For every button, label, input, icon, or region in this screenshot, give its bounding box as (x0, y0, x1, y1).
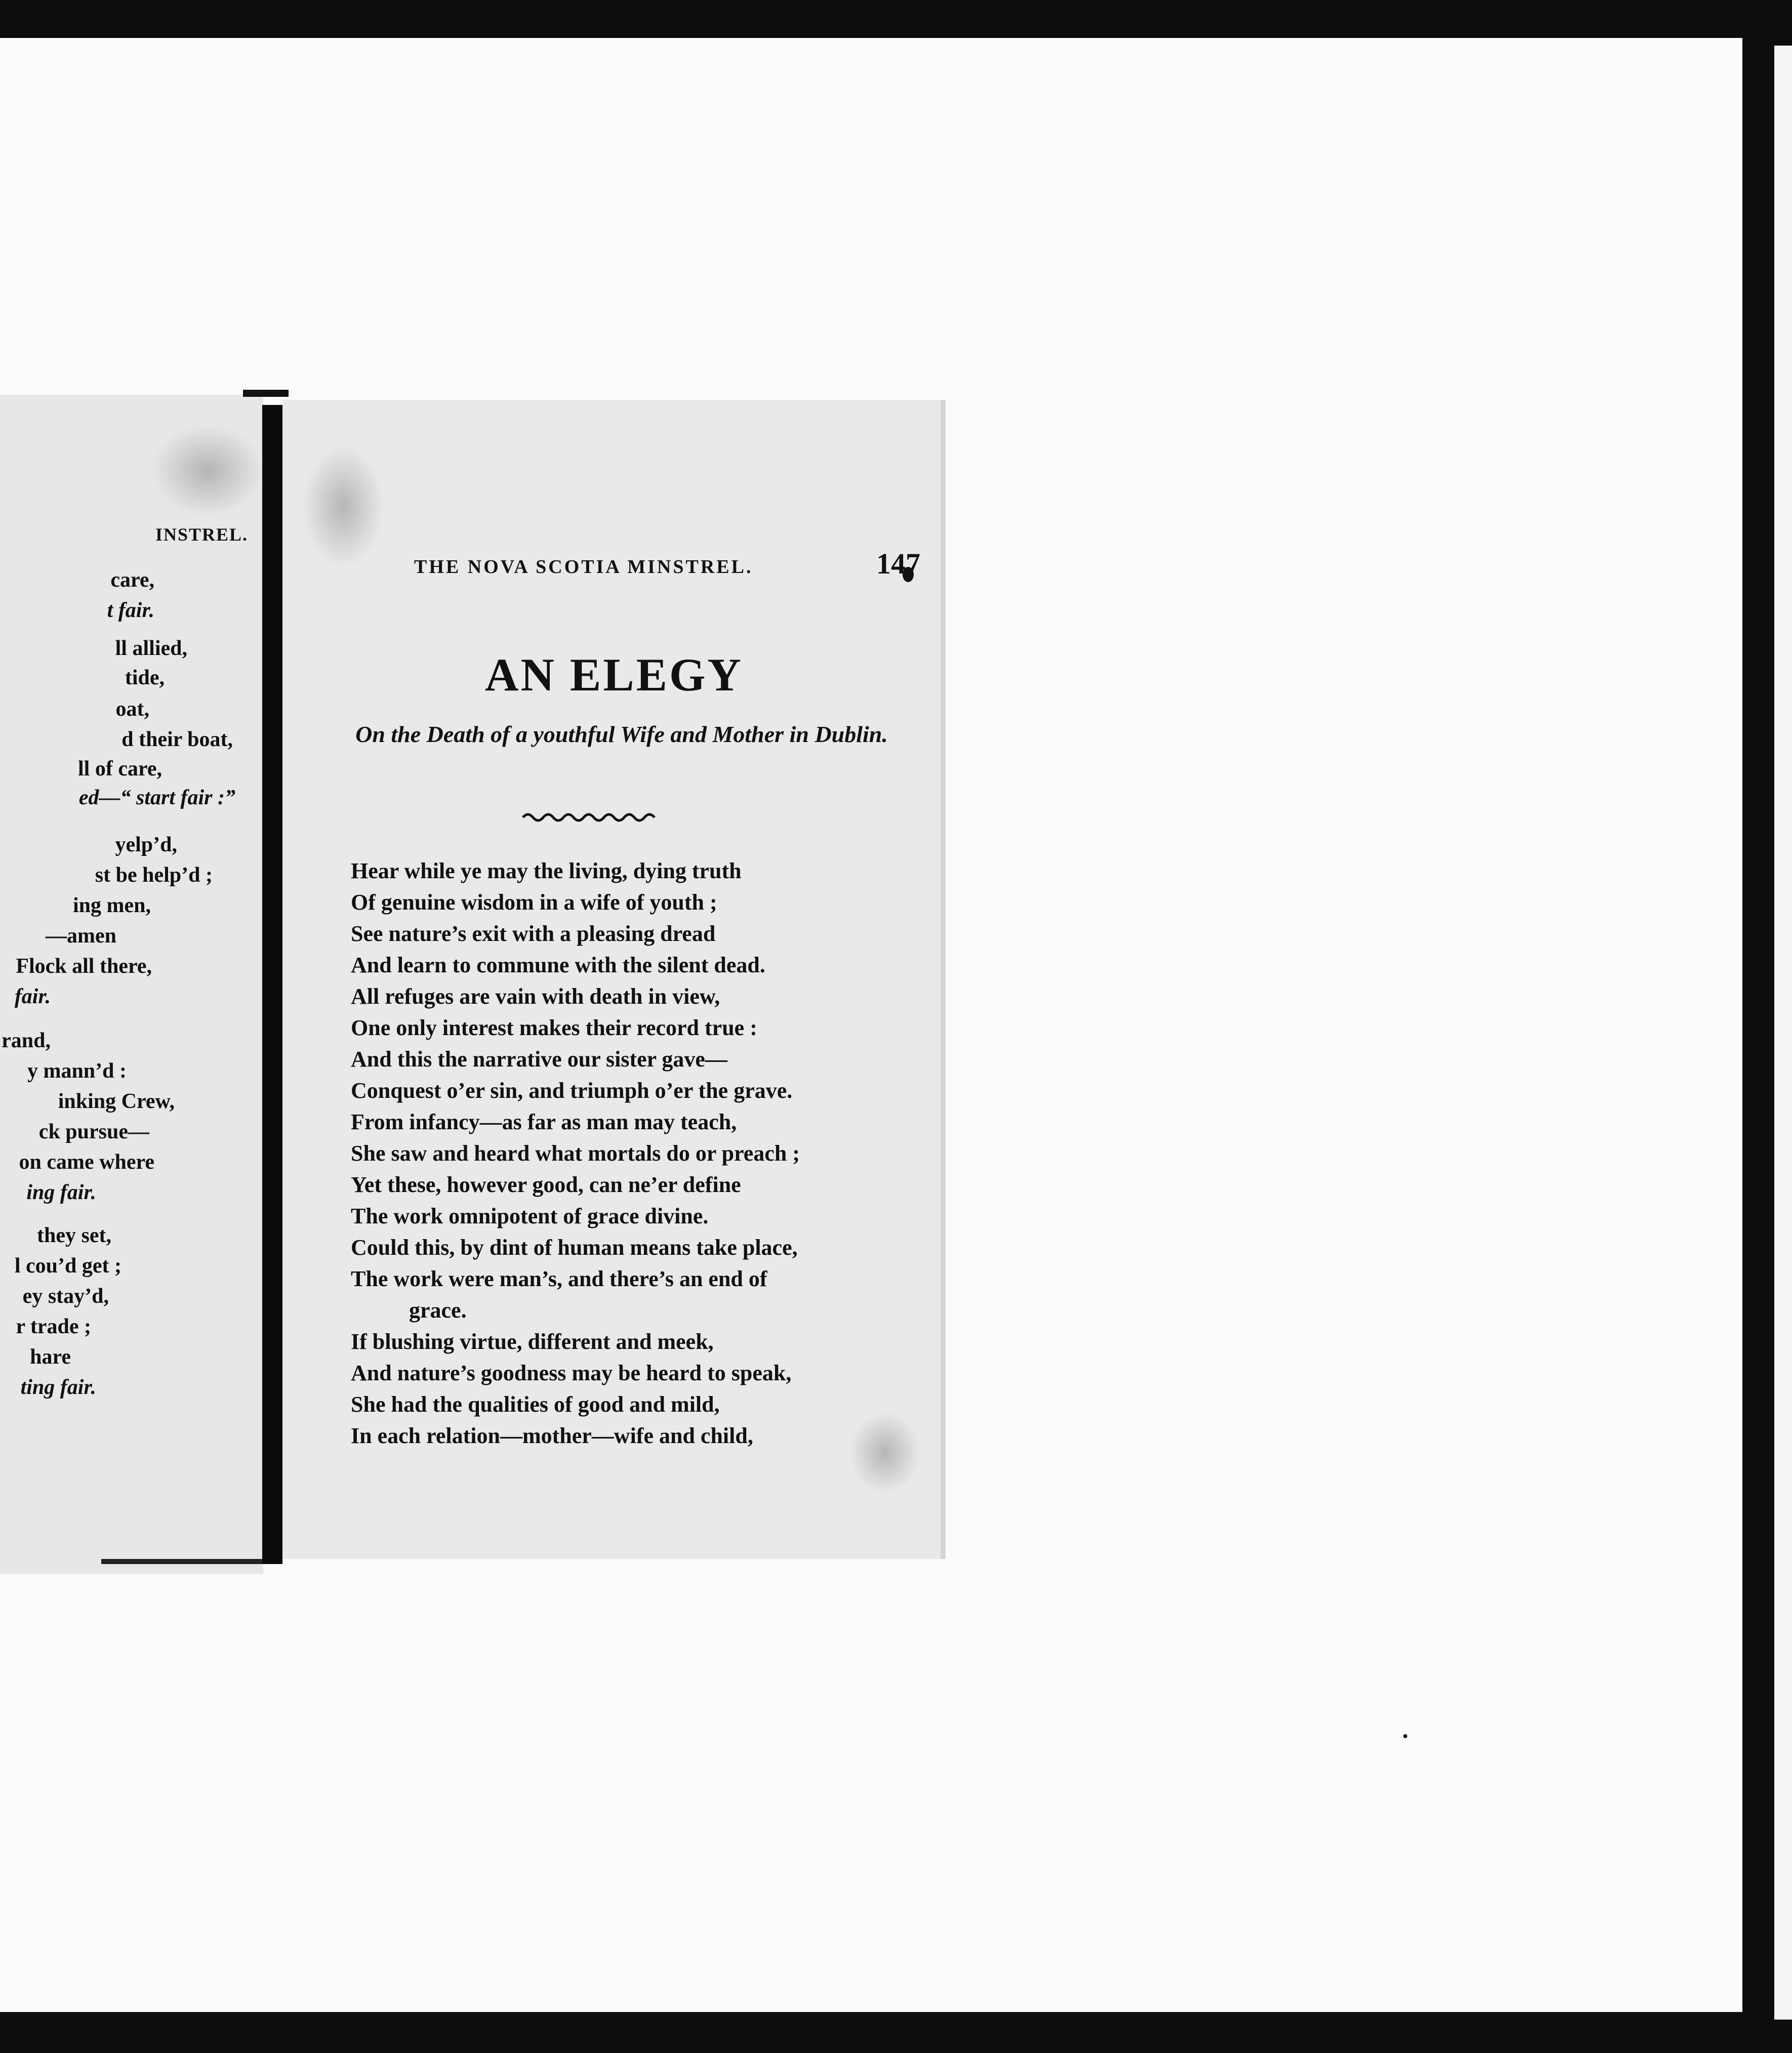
right-page (282, 400, 946, 1559)
page-number: 147 (876, 547, 920, 580)
left-line: they set, (37, 1224, 111, 1247)
poem-line: From infancy—as far as man may teach, (351, 1110, 737, 1134)
left-line: r trade ; (16, 1315, 91, 1338)
left-line: st be help’d ; (95, 864, 213, 887)
left-line: y mann’d : (27, 1059, 127, 1083)
poem-line: If blushing virtue, different and meek, (351, 1329, 714, 1354)
poem-line: Yet these, however good, can ne’er define (351, 1172, 741, 1197)
left-line: rand, (2, 1029, 51, 1052)
poem-line: She saw and heard what mortals do or preach ; (351, 1141, 800, 1166)
poem-title: AN ELEGY (485, 649, 743, 701)
left-line: on came where (19, 1151, 154, 1174)
left-line: yelp’d, (115, 833, 177, 856)
left-line: t fair. (107, 599, 154, 622)
poem-line: And nature’s goodness may be heard to speak, (351, 1361, 792, 1385)
left-line: oat, (115, 697, 149, 721)
left-line: ed—“ start fair :” (78, 786, 235, 809)
left-line: Flock all there, (16, 955, 152, 978)
page-stain (303, 445, 384, 567)
left-line: tide, (125, 666, 165, 689)
poem-line: She had the qualities of good and mild, (351, 1392, 720, 1417)
poem-body (351, 855, 913, 1452)
left-line: care, (110, 568, 154, 592)
poem-line: Of genuine wisdom in a wife of youth ; (351, 890, 717, 915)
running-head (414, 547, 920, 587)
poem-line: In each relation—mother—wife and child, (351, 1423, 753, 1448)
dust-speck (1403, 1734, 1407, 1738)
left-line: inking Crew, (58, 1090, 175, 1113)
left-page (0, 395, 263, 1574)
running-title: THE NOVA SCOTIA MINSTREL. (414, 556, 753, 578)
poem-line: The work omnipotent of grace divine. (351, 1204, 709, 1228)
left-line: ck pursue— (38, 1120, 149, 1143)
left-line: fair. (14, 985, 51, 1008)
left-line: ey stay’d, (22, 1285, 109, 1308)
left-line: l cou’d get ; (14, 1254, 121, 1278)
left-page-text (0, 395, 263, 1574)
page-edge-shadow (243, 390, 289, 397)
binding-gutter (262, 405, 282, 1564)
poem-line: All refuges are vain with death in view, (351, 984, 720, 1009)
poem-line: See nature’s exit with a pleasing dread (351, 921, 716, 946)
left-line: hare (30, 1345, 71, 1369)
left-line: —amen (46, 924, 116, 948)
poem-line: And this the narrative our sister gave— (351, 1047, 727, 1072)
poem-line: Could this, by dint of human means take place, (351, 1235, 798, 1260)
left-line: ll of care, (78, 757, 162, 781)
left-line: ll allied, (115, 637, 187, 660)
scan-edge-strip (1774, 46, 1792, 2020)
left-line: ing men, (72, 894, 151, 917)
left-running-head: INSTREL. (155, 524, 248, 545)
poem-subtitle: On the Death of a youthful Wife and Mother in Dublin. (355, 721, 888, 747)
poem-line: Conquest o’er sin, and triumph o’er the grave. (351, 1078, 793, 1103)
left-line: ting fair. (20, 1376, 96, 1399)
left-line: ing fair. (26, 1181, 96, 1204)
poem-line: Hear while ye may the living, dying truth (351, 858, 742, 883)
ornament-divider (520, 810, 657, 825)
left-line: d their boat, (121, 728, 233, 751)
page-edge-shadow (101, 1559, 273, 1564)
poem-line: grace. (409, 1298, 467, 1323)
poem-line: The work were man’s, and there’s an end of (351, 1266, 767, 1291)
poem-line: And learn to commune with the silent dead. (351, 953, 765, 977)
poem-line: One only interest makes their record true : (351, 1015, 757, 1040)
